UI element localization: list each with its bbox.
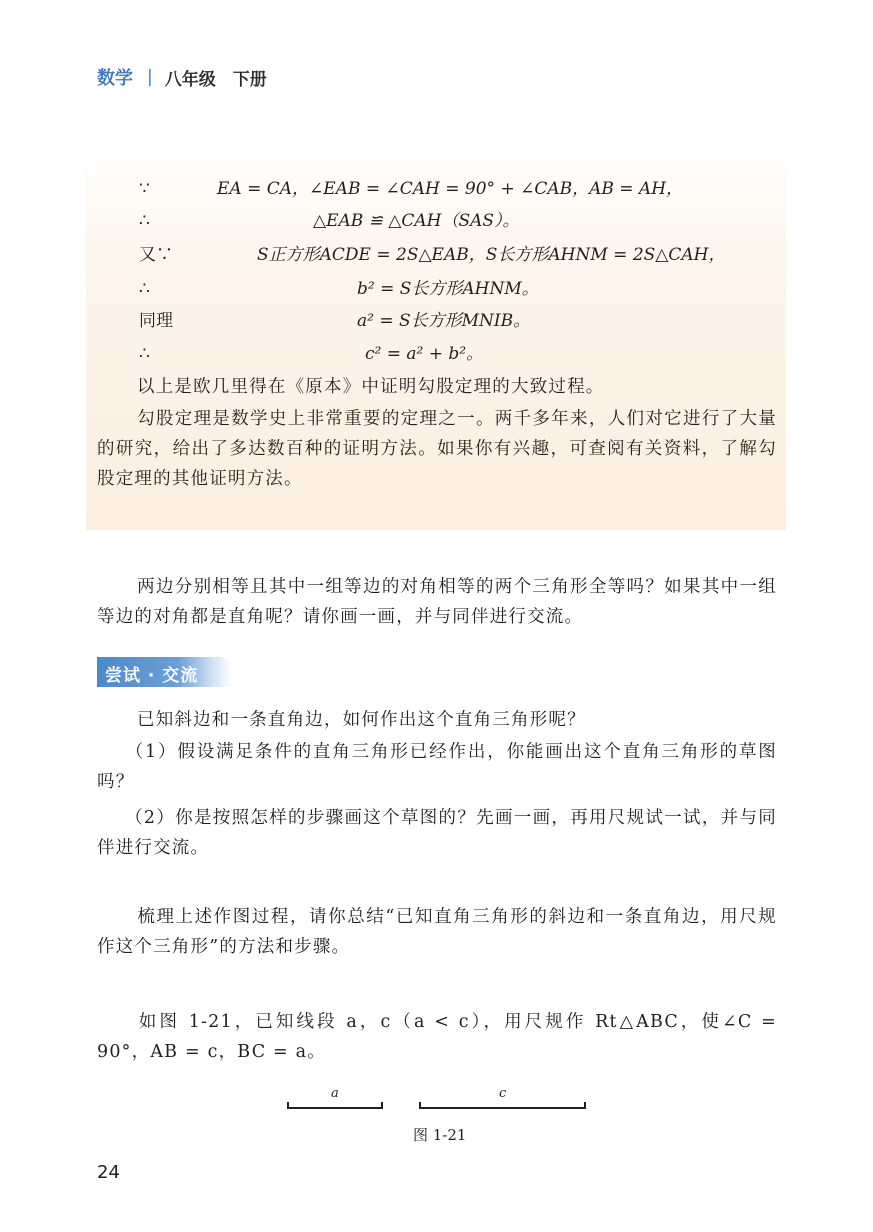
try-item-1: （1）假设满足条件的直角三角形已经作出，你能画出这个直角三角形的草图吗？ <box>97 742 777 792</box>
page-number: 24 <box>97 1162 120 1183</box>
try-intro: 已知斜边和一条直角边，如何作出这个直角三角形呢？ <box>137 710 586 730</box>
header-subject: 数学 <box>97 68 133 89</box>
header-separator: | <box>147 67 153 87</box>
try-exchange-badge <box>97 657 232 687</box>
proof-line-3 <box>139 244 726 266</box>
proof-label: ∴ <box>139 344 150 364</box>
proof-expression: EA = CA，∠EAB = ∠CAH = 90° + ∠CAB，AB = AH， <box>217 179 684 199</box>
proof-expression: S正方形ACDE = 2S△EAB，S长方形AHNM = 2S△CAH， <box>257 245 726 265</box>
question-paragraph: 两边分别相等且其中一组等边的对角相等的两个三角形全等吗？如果其中一组等边的对角都是直角呢？请你画一画，并与同伴进行交流。 <box>97 577 777 627</box>
segment-c-label: c <box>499 1086 507 1101</box>
proof-label: 又∵ <box>139 245 173 265</box>
proof-label: ∴ <box>139 211 150 231</box>
proof-label: ∵ <box>139 179 150 199</box>
proof-expression: c² = a² + b²。 <box>365 344 484 364</box>
segment-c <box>419 1107 586 1109</box>
proof-expression: △EAB ≌ △CAH（SAS）。 <box>313 211 520 231</box>
proof-expression: b² = S长方形AHNM。 <box>357 279 539 299</box>
segment-a-label: a <box>331 1086 339 1101</box>
proof-line-4 <box>139 278 539 300</box>
segment-a <box>287 1107 383 1109</box>
header-grade: 八年级 下册 <box>164 69 267 90</box>
badge-label: 尝试 · 交流 <box>105 666 199 686</box>
try-item-2: （2）你是按照怎样的步骤画这个草图的？先画一画，再用尺规试一试，并与同伴进行交流。 <box>97 808 777 858</box>
proof-line-2 <box>139 210 520 232</box>
running-header <box>97 64 267 90</box>
proof-label: 同理 <box>139 311 173 331</box>
proof-label: ∴ <box>139 279 150 299</box>
proof-line-1 <box>139 178 684 200</box>
box-paragraph-1: 以上是欧几里得在《原本》中证明勾股定理的大致过程。 <box>137 377 605 397</box>
box-paragraph-2: 勾股定理是数学史上非常重要的定理之一。两千多年来，人们对它进行了大量的研究，给出了多达数百种的证明方法。如果你有兴趣，可查阅有关资料，了解勾股定理的其他证明方法。 <box>97 409 777 489</box>
proof-line-6 <box>139 343 484 365</box>
figure-caption: 图 1-21 <box>413 1126 467 1144</box>
summary-paragraph: 梳理上述作图过程，请你总结“已知直角三角形的斜边和一条直角边，用尺规作这个三角形”的方法和步骤。 <box>97 907 777 957</box>
proof-expression: a² = S长方形MNIB。 <box>357 311 531 331</box>
example-paragraph: 如图 1-21，已知线段 a，c（a < c），用尺规作 Rt△ABC，使∠C = 90°，AB = c，BC = a。 <box>97 1012 777 1062</box>
proof-line-5 <box>139 310 531 332</box>
